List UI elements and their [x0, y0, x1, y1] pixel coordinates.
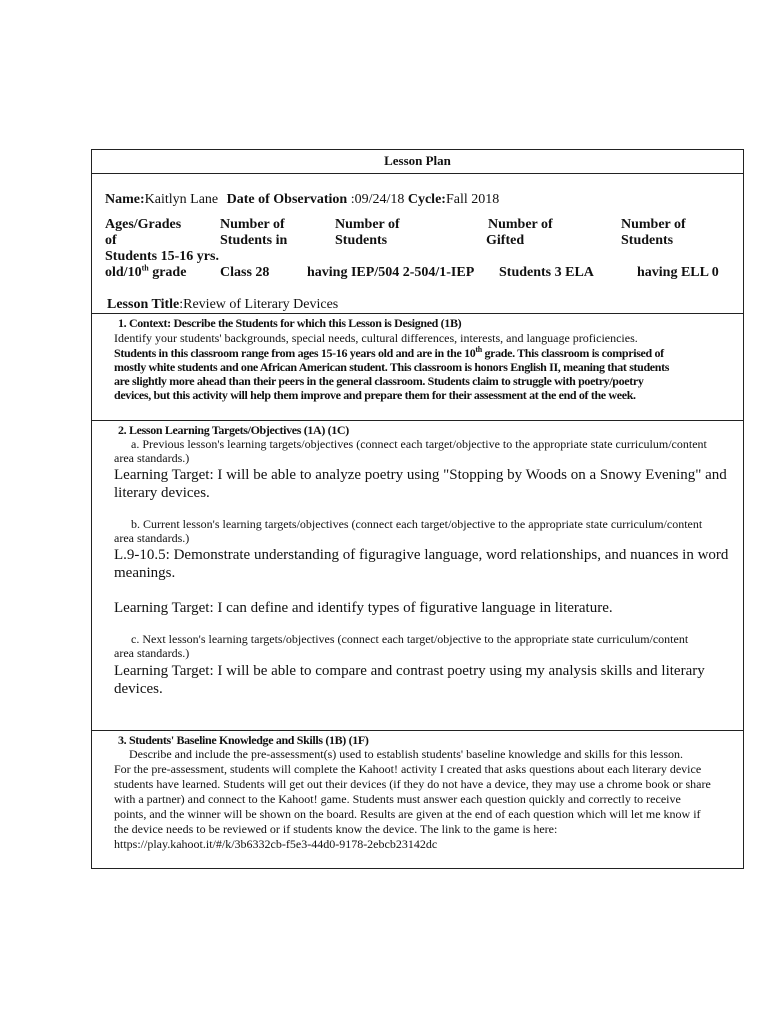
next-target-line1: Learning Target: I will be able to compare and contrast poetry using my analysis skills and literary [114, 663, 705, 679]
cycle-value: Fall 2018 [445, 192, 500, 207]
section-learning-targets [91, 420, 744, 731]
stats-gifted-line2: Gifted [486, 233, 525, 248]
stats-class-line2: Students in [220, 233, 288, 248]
context-text-a: Students in this classroom range from ages 15-16 years old and are in the 10 [114, 346, 476, 360]
lesson-title-line [107, 297, 338, 313]
stats-ages-grade: old/10 [105, 265, 142, 280]
context-sup: th [475, 345, 482, 354]
next-lesson-prompt-1: c. Next lesson's learning targets/objectives (connect each target/objective to the appropriate state curriculum/content [131, 632, 689, 646]
baseline-line6: the device needs to be reviewed or if students know the device. The link to the game is here: [114, 822, 558, 836]
stats-ell-line3: having ELL 0 [637, 265, 719, 280]
stats-ages-line2: of [105, 233, 117, 248]
current-target: Learning Target: I can define and identify types of figurative language in literature. [114, 600, 613, 616]
baseline-line3: students have learned. Students will get out their devices (if they do not have a device, they may use a chrome book or share [114, 777, 711, 791]
section-context-body-line4: devices, but this activity will help them improve and prepare them for their assessment at the end of the week. [114, 388, 636, 402]
section-baseline-heading: 3. Students' Baseline Knowledge and Skills (1B) (1F) [118, 733, 369, 747]
stats-iep-line1: Number of [335, 217, 400, 232]
section-baseline-knowledge [91, 730, 744, 869]
baseline-line5: points, and the winner will be shown on the board. Results are given at the end of each question which will let me know if [114, 807, 701, 821]
observation-line [105, 192, 499, 208]
current-lesson-prompt-1: b. Current lesson's learning targets/objectives (connect each target/objective to the appropriate state curriculum/content [131, 517, 703, 531]
teacher-name: Kaitlyn Lane [144, 192, 219, 207]
date-value: :09/24/18 [350, 192, 405, 207]
lesson-title-label: Lesson Title [107, 297, 180, 312]
section-context [91, 313, 744, 421]
section-targets-heading: 2. Lesson Learning Targets/Objectives (1A) (1C) [118, 423, 349, 437]
page-title: Lesson Plan [384, 153, 451, 168]
current-lesson-prompt-2: area standards.) [114, 531, 190, 545]
stats-class-line1: Number of [220, 217, 285, 232]
lesson-info-box [91, 173, 744, 314]
section-context-heading: 1. Context: Describe the Students for which this Lesson is Designed (1B) [118, 316, 462, 330]
stats-ages-line3: Students 15-16 yrs. [105, 249, 219, 264]
stats-ages-line4 [105, 265, 186, 281]
stats-gifted-line3: Students 3 ELA [499, 265, 594, 280]
baseline-line4: with a partner) and connect to the Kahoot! game. Students must answer each question quickly and correctly to receive [114, 792, 681, 806]
lesson-plan-header-box [91, 149, 744, 174]
current-standard-line2: meanings. [114, 565, 176, 581]
section-context-prompt: Identify your students' backgrounds, special needs, cultural differences, interests, and language proficiencies. [114, 331, 638, 345]
stats-ages-line1: Ages/Grades [105, 217, 182, 232]
stats-ell-line2: Students [621, 233, 674, 248]
name-label: Name: [105, 192, 145, 207]
baseline-line1: Describe and include the pre-assessment(s) used to establish students' baseline knowledge and skills for this lesson. [129, 747, 684, 761]
section-context-body-line3: are slightly more ahead than their peers in the general classroom. Students claim to struggle with poetry/poetry [114, 374, 644, 388]
stats-ages-sup: th [141, 263, 149, 273]
stats-iep-line3: having IEP/504 2-504/1-IEP [307, 265, 475, 280]
stats-ages-grade-suffix: grade [148, 265, 187, 280]
context-text-b: grade. This classroom is comprised of [481, 346, 664, 360]
stats-iep-line2: Students [335, 233, 388, 248]
previous-lesson-prompt-1: a. Previous lesson's learning targets/objectives (connect each target/objective to the appropriate state curriculum/content [131, 437, 707, 451]
stats-ell-line1: Number of [621, 217, 686, 232]
section-context-body-line2: mostly white students and one African American student. This classroom is honors English II, meaning that students [114, 360, 670, 374]
next-lesson-prompt-2: area standards.) [114, 646, 190, 660]
lesson-title-value: :Review of Literary Devices [179, 297, 339, 312]
previous-target-line1: Learning Target: I will be able to analyze poetry using "Stopping by Woods on a Snowy Evening" and [114, 467, 727, 483]
date-label: Date of Observation [226, 192, 348, 207]
previous-lesson-prompt-2: area standards.) [114, 451, 190, 465]
next-target-line2: devices. [114, 681, 163, 697]
current-standard-line1: L.9-10.5: Demonstrate understanding of figuragive language, word relationships, and nuances in word [114, 547, 729, 563]
cycle-label: Cycle: [407, 192, 446, 207]
stats-gifted-line1: Number of [488, 217, 553, 232]
baseline-line2: For the pre-assessment, students will complete the Kahoot! activity I created that asks questions about each literary device [114, 762, 702, 776]
kahoot-link[interactable]: https://play.kahoot.it/#/k/3b6332cb-f5e3-44d0-9178-2ebcb23142dc [114, 837, 438, 851]
section-context-body-line1 [114, 346, 664, 361]
previous-target-line2: literary devices. [114, 485, 210, 501]
stats-class-line3: Class 28 [220, 265, 270, 280]
